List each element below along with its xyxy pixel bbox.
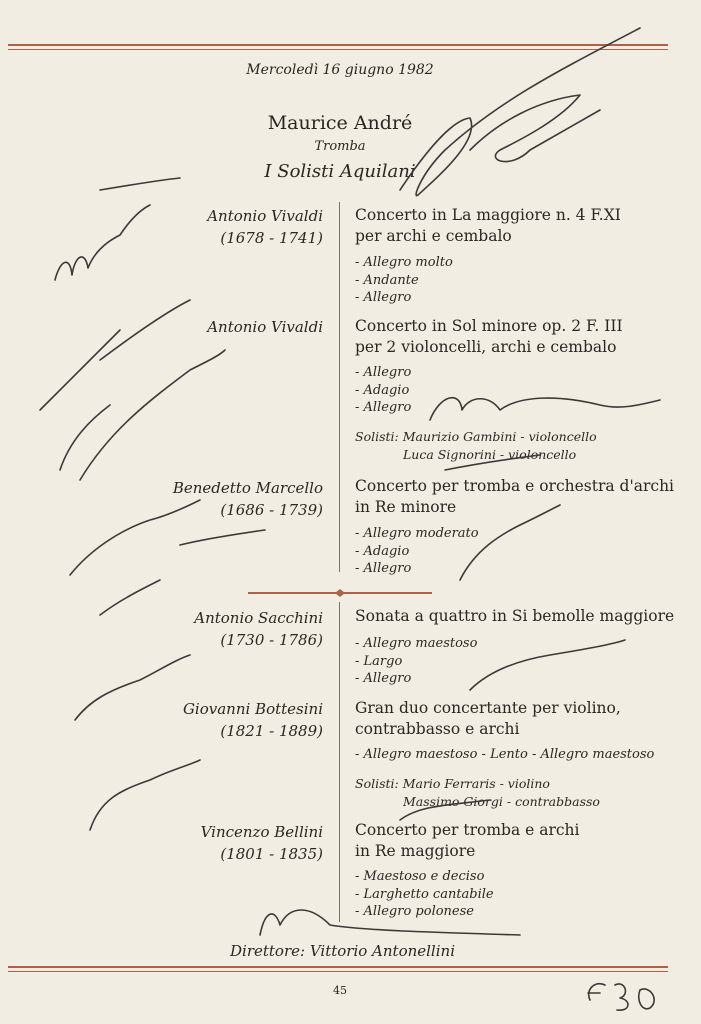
work-subtitle: per 2 violoncelli, archi e cembalo (355, 338, 617, 356)
program-item-2-soloists (355, 428, 675, 463)
top-rule (8, 44, 668, 50)
soloist: Solisti: Mario Ferraris - violino (355, 776, 550, 791)
movement: - Allegro maestoso (355, 636, 478, 651)
movement: - Allegro maestoso - Lento - Allegro maestoso (355, 747, 655, 762)
program-item-3-composer (93, 477, 323, 521)
work-title: Sonata a quattro in Si bemolle maggiore (355, 607, 675, 625)
program-item-2-movements (355, 364, 685, 417)
movement: - Adagio (355, 382, 410, 398)
program-item-4-work (355, 606, 685, 627)
program-item-5-soloists (355, 775, 675, 810)
performer-name: Maurice André (267, 112, 413, 134)
page-number: 45 (333, 984, 347, 997)
composer-dates: (1801 - 1835) (220, 845, 323, 863)
signature-5 (90, 760, 200, 830)
composer-name: Antonio Vivaldi (207, 207, 323, 225)
composer-name: Benedetto Marcello (172, 479, 323, 497)
movement: - Allegro molto (355, 255, 453, 270)
column-divider-lower (339, 602, 340, 922)
movement: - Allegro polonese (355, 904, 474, 919)
soloist: Solisti: Maurizio Gambini - violoncello (355, 429, 597, 444)
movement: - Allegro (355, 290, 412, 305)
movement: - Allegro (355, 671, 412, 686)
program-item-6-work (355, 820, 685, 862)
composer-name: Vincenzo Bellini (200, 823, 323, 841)
work-subtitle: in Re minore (355, 498, 457, 516)
program-item-5-movements (355, 746, 685, 764)
movement: - Maestoso e deciso (355, 869, 485, 884)
composer-dates: (1686 - 1739) (220, 501, 323, 519)
movement: - Larghetto cantabile (355, 886, 494, 902)
program-item-2-composer (93, 316, 323, 338)
work-title: Concerto in Sol minore op. 2 F. III (355, 317, 623, 335)
work-title: Concerto per tromba e archi (355, 821, 580, 839)
soloist: Massimo Giorgi - contrabbasso (403, 793, 600, 809)
work-subtitle: contrabbasso e archi (355, 720, 520, 738)
work-title: Gran duo concertante per violino, (355, 699, 621, 717)
composer-name: Antonio Sacchini (194, 609, 323, 627)
program-item-2-work (355, 316, 685, 358)
work-title: Concerto in La maggiore n. 4 F.XI (355, 206, 621, 224)
work-subtitle: per archi e cembalo (355, 227, 512, 245)
program-item-1-composer (93, 205, 323, 249)
composer-dates: (1821 - 1889) (220, 722, 323, 740)
bottom-rule (8, 966, 668, 972)
program-item-5-composer (93, 698, 323, 742)
work-subtitle: in Re maggiore (355, 842, 476, 860)
movement: - Allegro (355, 365, 412, 380)
ensemble-name: I Solisti Aquilani (264, 161, 416, 182)
program-item-5-work (355, 698, 685, 740)
program-item-6-composer (93, 821, 323, 865)
program-item-4-movements (355, 635, 685, 688)
work-title: Concerto per tromba e orchestra d'archi (355, 477, 675, 495)
concert-date: Mercoledì 16 giugno 1982 (246, 62, 434, 78)
program-item-1-movements (355, 254, 685, 307)
movement: - Allegro (355, 561, 412, 576)
program-item-3-movements (355, 525, 685, 578)
program-item-1-work (355, 205, 685, 247)
conductor-credit: Direttore: Vittorio Antonellini (230, 942, 455, 960)
movement: - Adagio (355, 543, 410, 559)
composer-dates: (1730 - 1786) (220, 631, 323, 649)
composer-name: Giovanni Bottesini (182, 700, 323, 718)
movement: - Allegro (355, 400, 412, 415)
soloist: Luca Signorini - violoncello (403, 446, 577, 462)
composer-name: Antonio Vivaldi (207, 318, 323, 336)
program-item-6-movements (355, 868, 685, 921)
section-ornament (248, 588, 432, 598)
movement: - Andante (355, 272, 419, 288)
movement: - Largo (355, 653, 403, 669)
program-item-3-work (355, 476, 685, 518)
column-divider-upper (339, 202, 340, 572)
movement: - Allegro moderato (355, 526, 479, 541)
program-item-4-composer (93, 607, 323, 651)
performer-instrument: Tromba (314, 139, 366, 154)
composer-dates: (1678 - 1741) (220, 229, 323, 247)
